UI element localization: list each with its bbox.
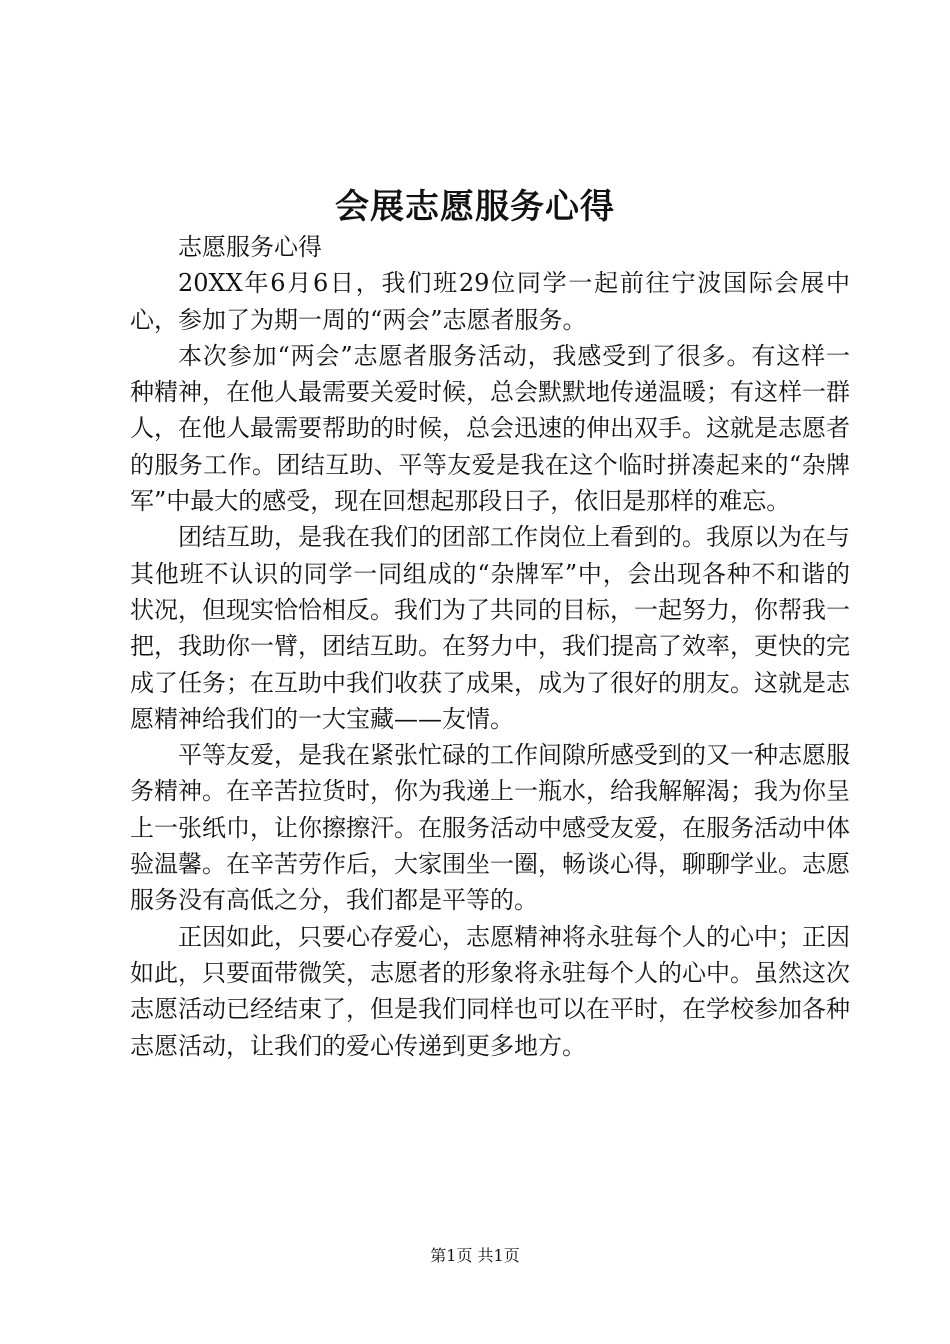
paragraph-5: 正因如此，只要心存爱心，志愿精神将永驻每个人的心中；正因如此，只要面带微笑，志愿者的形象将永驻每个人的心中。虽然这次志愿活动已经结束了，但是我们同样也可以在平时，在学校参加各种志愿活动，让我们的爱心传递到更多地方。 bbox=[130, 922, 850, 1060]
document-subtitle: 志愿服务心得 bbox=[178, 233, 322, 261]
page-footer: 第1页 共1页 bbox=[430, 1246, 520, 1265]
page-title: 会展志愿服务心得 bbox=[335, 187, 615, 227]
document-body bbox=[130, 229, 850, 1064]
paragraph-1: 20XX年6月6日，我们班29位同学一起前往宁波国际会展中心，参加了为期一周的“两会”志愿者服务。 bbox=[130, 269, 850, 334]
paragraph-3: 团结互助，是我在我们的团部工作岗位上看到的。我原以为在与其他班不认识的同学一同组成的“杂牌军”中，会出现各种不和谐的状况，但现实恰恰相反。我们为了共同的目标，一起努力，你帮我一把，我助你一臂，团结互助。在努力中，我们提高了效率，更快的完成了任务；在互助中我们收获了成果，成为了很好的朋友。这就是志愿精神给我们的一大宝藏——友情。 bbox=[130, 523, 850, 733]
paragraph-2: 本次参加“两会”志愿者服务活动，我感受到了很多。有这样一种精神，在他人最需要关爱时候，总会默默地传递温暖；有这样一群人，在他人最需要帮助的时候，总会迅速的伸出双手。这就是志愿者的服务工作。团结互助、平等友爱是我在这个临时拼凑起来的“杂牌军”中最大的感受，现在回想起那段日子，依旧是那样的难忘。 bbox=[130, 341, 850, 516]
paragraph-4: 平等友爱，是我在紧张忙碌的工作间隙所感受到的又一种志愿服务精神。在辛苦拉货时，你为我递上一瓶水，给我解解渴；我为你呈上一张纸巾，让你擦擦汗。在服务活动中感受友爱，在服务活动中体验温馨。在辛苦劳作后，大家围坐一圈，畅谈心得，聊聊学业。志愿服务没有高低之分，我们都是平等的。 bbox=[130, 741, 850, 915]
